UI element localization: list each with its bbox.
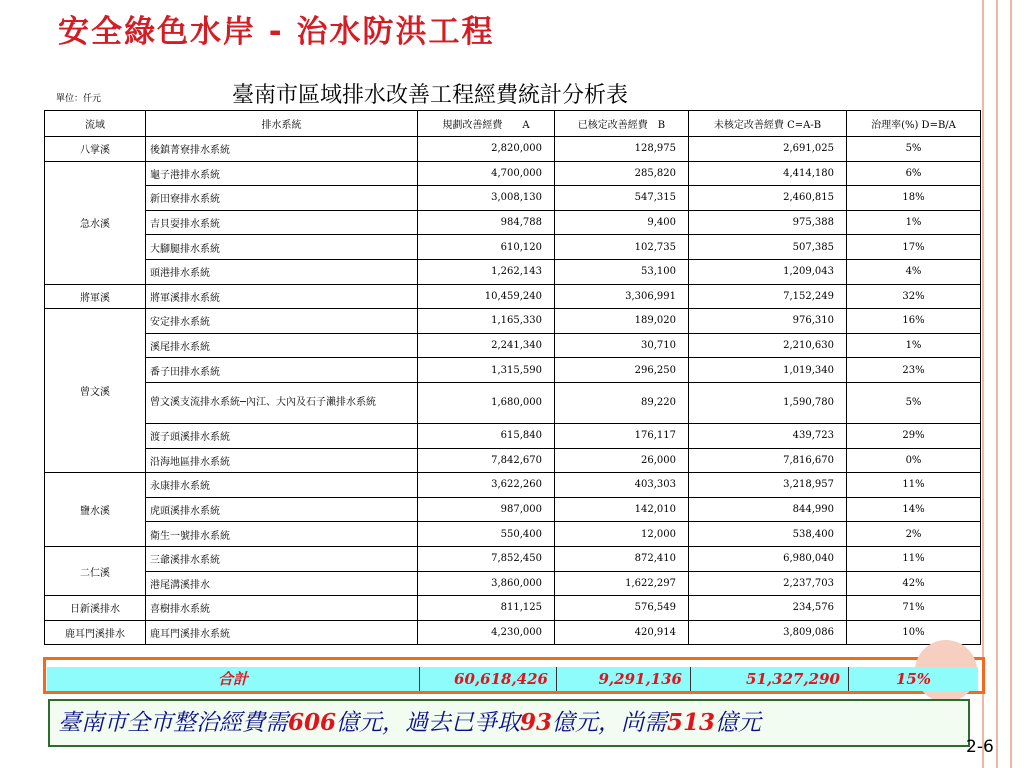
- approved-cost-cell: 142,010: [555, 497, 689, 522]
- governance-rate-cell: 71%: [847, 596, 981, 621]
- unapproved-cost-cell: 6,980,040: [689, 546, 847, 571]
- drainage-system-cell: 三爺溪排水系統: [146, 546, 418, 571]
- summary-text-1: 臺南市全市整治經費需: [58, 710, 288, 736]
- planned-cost-cell: 615,840: [418, 423, 555, 448]
- approved-cost-cell: 53,100: [555, 259, 689, 284]
- approved-cost-cell: 89,220: [555, 382, 689, 423]
- basin-cell: 二仁溪: [45, 546, 146, 595]
- table-row: [45, 358, 981, 383]
- table-row: [45, 596, 981, 621]
- basin-cell: 鹿耳門溪排水: [45, 620, 146, 645]
- governance-rate-cell: 29%: [847, 423, 981, 448]
- governance-rate-cell: 17%: [847, 235, 981, 260]
- planned-cost-cell: 7,842,670: [418, 448, 555, 473]
- unapproved-cost-cell: 2,210,630: [689, 333, 847, 358]
- decorative-stripes: [976, 0, 1024, 768]
- drainage-system-cell: 沿海地區排水系統: [146, 448, 418, 473]
- drainage-system-cell: 虎頭溪排水系統: [146, 497, 418, 522]
- table-row: [45, 473, 981, 498]
- planned-cost-cell: 2,241,340: [418, 333, 555, 358]
- column-header: 治理率(%) D=B/A: [847, 111, 981, 137]
- unapproved-cost-cell: 7,152,249: [689, 284, 847, 309]
- approved-cost-cell: 3,306,991: [555, 284, 689, 309]
- unapproved-cost-cell: 2,237,703: [689, 571, 847, 596]
- drainage-system-cell: 曾文溪支流排水系統─內江、大內及石子瀨排水系統: [146, 382, 418, 423]
- table-row: [45, 620, 981, 645]
- approved-cost-cell: 30,710: [555, 333, 689, 358]
- drainage-system-cell: 新田寮排水系統: [146, 186, 418, 211]
- table-row: [45, 522, 981, 547]
- approved-cost-cell: 1,622,297: [555, 571, 689, 596]
- column-header: 規劃改善經費 A: [418, 111, 555, 137]
- governance-rate-cell: 14%: [847, 497, 981, 522]
- approved-cost-cell: 128,975: [555, 137, 689, 162]
- approved-cost-cell: 547,315: [555, 186, 689, 211]
- unapproved-cost-cell: 844,990: [689, 497, 847, 522]
- approved-cost-cell: 9,400: [555, 210, 689, 235]
- table-row: [45, 210, 981, 235]
- governance-rate-cell: 4%: [847, 259, 981, 284]
- planned-cost-cell: 3,008,130: [418, 186, 555, 211]
- unapproved-cost-cell: 1,590,780: [689, 382, 847, 423]
- summary-value-needed: 513: [667, 709, 716, 736]
- total-row: [47, 667, 978, 691]
- planned-cost-cell: 984,788: [418, 210, 555, 235]
- planned-cost-cell: 4,700,000: [418, 161, 555, 186]
- governance-rate-cell: 5%: [847, 382, 981, 423]
- unit-label: 單位：仟元: [56, 94, 102, 104]
- planned-cost-cell: 1,262,143: [418, 259, 555, 284]
- table-row: [45, 309, 981, 334]
- approved-cost-cell: 285,820: [555, 161, 689, 186]
- planned-cost-cell: 7,852,450: [418, 546, 555, 571]
- summary-text-3: 億元，尚需: [552, 710, 668, 736]
- summary-banner: [48, 699, 970, 747]
- governance-rate-cell: 6%: [847, 161, 981, 186]
- column-header: 未核定改善經費 C=A-B: [689, 111, 847, 137]
- table-row: [45, 284, 981, 309]
- planned-cost-cell: 987,000: [418, 497, 555, 522]
- basin-cell: 鹽水溪: [45, 473, 146, 547]
- unapproved-cost-cell: 1,209,043: [689, 259, 847, 284]
- drainage-system-cell: 番子田排水系統: [146, 358, 418, 383]
- drainage-system-cell: 永康排水系統: [146, 473, 418, 498]
- column-header: 流域: [45, 111, 146, 137]
- summary-text-2: 億元，過去已爭取: [336, 710, 521, 736]
- governance-rate-cell: 42%: [847, 571, 981, 596]
- governance-rate-cell: 18%: [847, 186, 981, 211]
- table-row: [45, 382, 981, 423]
- planned-cost-cell: 1,315,590: [418, 358, 555, 383]
- planned-cost-cell: 610,120: [418, 235, 555, 260]
- basin-cell: 將軍溪: [45, 284, 146, 309]
- unapproved-cost-cell: 976,310: [689, 309, 847, 334]
- governance-rate-cell: 0%: [847, 448, 981, 473]
- total-approved: 9,291,136: [557, 667, 691, 691]
- total-rate: 15%: [895, 670, 932, 688]
- approved-cost-cell: 872,410: [555, 546, 689, 571]
- table-row: [45, 546, 981, 571]
- unapproved-cost-cell: 439,723: [689, 423, 847, 448]
- approved-cost-cell: 12,000: [555, 522, 689, 547]
- unapproved-cost-cell: 507,385: [689, 235, 847, 260]
- drainage-system-cell: 港尾溝溪排水: [146, 571, 418, 596]
- drainage-system-cell: 吉貝耍排水系統: [146, 210, 418, 235]
- total-planned: 60,618,426: [420, 667, 557, 691]
- governance-rate-cell: 32%: [847, 284, 981, 309]
- approved-cost-cell: 26,000: [555, 448, 689, 473]
- column-header: 已核定改善經費 B: [555, 111, 689, 137]
- total-unapproved: 51,327,290: [691, 667, 849, 691]
- drainage-system-cell: 頭港排水系統: [146, 259, 418, 284]
- unapproved-cost-cell: 3,218,957: [689, 473, 847, 498]
- governance-rate-cell: 11%: [847, 546, 981, 571]
- table-row: [45, 497, 981, 522]
- governance-rate-cell: 11%: [847, 473, 981, 498]
- table-row: [45, 423, 981, 448]
- unapproved-cost-cell: 7,816,670: [689, 448, 847, 473]
- table-row: [45, 259, 981, 284]
- column-header: 排水系統: [146, 111, 418, 137]
- governance-rate-cell: 23%: [847, 358, 981, 383]
- approved-cost-cell: 403,303: [555, 473, 689, 498]
- drainage-system-cell: 喜樹排水系統: [146, 596, 418, 621]
- planned-cost-cell: 2,820,000: [418, 137, 555, 162]
- planned-cost-cell: 1,165,330: [418, 309, 555, 334]
- unapproved-cost-cell: 1,019,340: [689, 358, 847, 383]
- basin-cell: 曾文溪: [45, 309, 146, 473]
- drainage-system-cell: 後鎮菁寮排水系統: [146, 137, 418, 162]
- unapproved-cost-cell: 3,809,086: [689, 620, 847, 645]
- drainage-system-cell: 渡子頭溪排水系統: [146, 423, 418, 448]
- table-row: [45, 448, 981, 473]
- approved-cost-cell: 420,914: [555, 620, 689, 645]
- funding-table: [44, 110, 981, 645]
- unapproved-cost-cell: 975,388: [689, 210, 847, 235]
- approved-cost-cell: 296,250: [555, 358, 689, 383]
- drainage-system-cell: 龜子港排水系統: [146, 161, 418, 186]
- unapproved-cost-cell: 4,414,180: [689, 161, 847, 186]
- approved-cost-cell: 576,549: [555, 596, 689, 621]
- table-row: [45, 186, 981, 211]
- unapproved-cost-cell: 234,576: [689, 596, 847, 621]
- summary-value-obtained: 93: [520, 709, 553, 736]
- summary-value-total: 606: [288, 709, 337, 736]
- planned-cost-cell: 3,622,260: [418, 473, 555, 498]
- governance-rate-cell: 16%: [847, 309, 981, 334]
- basin-cell: 日新溪排水: [45, 596, 146, 621]
- table-row: [45, 137, 981, 162]
- drainage-system-cell: 大腳腿排水系統: [146, 235, 418, 260]
- unapproved-cost-cell: 2,460,815: [689, 186, 847, 211]
- planned-cost-cell: 10,459,240: [418, 284, 555, 309]
- drainage-system-cell: 安定排水系統: [146, 309, 418, 334]
- approved-cost-cell: 189,020: [555, 309, 689, 334]
- basin-cell: 急水溪: [45, 161, 146, 284]
- unapproved-cost-cell: 538,400: [689, 522, 847, 547]
- table-header-row: [45, 111, 981, 137]
- drainage-system-cell: 鹿耳門溪排水系統: [146, 620, 418, 645]
- governance-rate-cell: 1%: [847, 333, 981, 358]
- table-row: [45, 571, 981, 596]
- drainage-system-cell: 將軍溪排水系統: [146, 284, 418, 309]
- table-row: [45, 161, 981, 186]
- governance-rate-cell: 10%: [847, 620, 981, 645]
- page-number: 2-6: [966, 737, 994, 757]
- planned-cost-cell: 3,860,000: [418, 571, 555, 596]
- basin-cell: 八掌溪: [45, 137, 146, 162]
- page-title: 安全綠色水岸 - 治水防洪工程: [58, 14, 495, 50]
- table-row: [45, 333, 981, 358]
- summary-text-4: 億元: [715, 710, 762, 736]
- approved-cost-cell: 102,735: [555, 235, 689, 260]
- planned-cost-cell: 1,680,000: [418, 382, 555, 423]
- table-row: [45, 235, 981, 260]
- unapproved-cost-cell: 2,691,025: [689, 137, 847, 162]
- governance-rate-cell: 2%: [847, 522, 981, 547]
- drainage-system-cell: 溪尾排水系統: [146, 333, 418, 358]
- governance-rate-cell: 5%: [847, 137, 981, 162]
- governance-rate-cell: 1%: [847, 210, 981, 235]
- table-title: 臺南市區域排水改善工程經費統計分析表: [232, 83, 629, 108]
- planned-cost-cell: 811,125: [418, 596, 555, 621]
- planned-cost-cell: 4,230,000: [418, 620, 555, 645]
- total-label: 合計: [47, 667, 420, 691]
- drainage-system-cell: 衛生一號排水系統: [146, 522, 418, 547]
- approved-cost-cell: 176,117: [555, 423, 689, 448]
- planned-cost-cell: 550,400: [418, 522, 555, 547]
